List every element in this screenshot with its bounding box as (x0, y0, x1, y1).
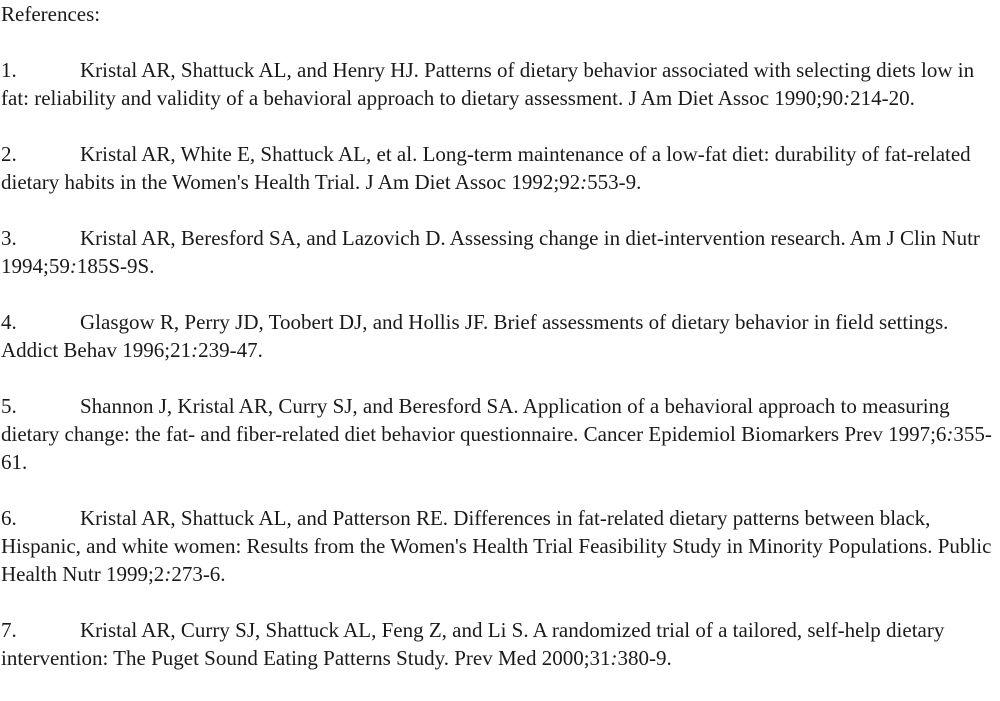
reference-text: Kristal AR, White E, Shattuck AL, et al. Long-term maintenance of a low-fat diet: durability of fat-related dietary habits in the Women's Health Trial. J Am Diet Assoc 1992;92 (1, 142, 971, 194)
reference-item-3 (1, 224, 997, 280)
reference-pages: 185S-9S. (76, 254, 155, 278)
references-heading: References: (1, 2, 101, 26)
reference-item-1 (1, 56, 997, 112)
reference-pages: 214-20. (850, 86, 915, 110)
reference-text: Kristal AR, Curry SJ, Shattuck AL, Feng Z, and Li S. A randomized trial of a tailored, self-help dietary intervention: The Puget Sound Eating Patterns Study. Prev Med 2000;31 (1, 618, 945, 670)
reference-item-6 (1, 504, 997, 588)
reference-item-5 (1, 392, 997, 476)
reference-item-7 (1, 616, 997, 672)
reference-colon: : (843, 86, 851, 110)
reference-item-2 (1, 140, 997, 196)
reference-number: 2. (1, 142, 17, 166)
reference-number: 7. (1, 618, 17, 642)
reference-item-4 (1, 308, 997, 364)
reference-colon: : (69, 254, 77, 278)
reference-pages: 355-61. (1, 422, 992, 474)
reference-text: Shannon J, Kristal AR, Curry SJ, and Beresford SA. Application of a behavioral approach to measuring dietary change: the fat- and fiber-related diet behavior questionnaire. Cancer Epidemiol Biomarkers Prev 1997;6 (1, 394, 950, 446)
reference-list (1, 56, 997, 672)
reference-pages: 239-47. (198, 338, 263, 362)
reference-pages: 273-6. (171, 562, 226, 586)
reference-text: Glasgow R, Perry JD, Toobert DJ, and Hollis JF. Brief assessments of dietary behavior in field settings. Addict Behav 1996;21 (1, 310, 949, 362)
references-page (1, 0, 997, 672)
reference-colon: : (191, 338, 199, 362)
reference-pages: 380-9. (617, 646, 672, 670)
reference-text: Kristal AR, Shattuck AL, and Patterson RE. Differences in fat-related dietary patterns between black, Hispanic, and white women: Results from the Women's Health Trial Feasibility Study in Minority Populations. Public Health Nutr 1999;2 (1, 506, 992, 586)
reference-number: 4. (1, 310, 17, 334)
reference-colon: : (164, 562, 172, 586)
reference-colon: : (580, 170, 588, 194)
reference-text: Kristal AR, Shattuck AL, and Henry HJ. Patterns of dietary behavior associated with selecting diets low in fat: reliability and validity of a behavioral approach to dietary assessment. J Am Diet Assoc 1990;90 (1, 58, 975, 110)
reference-colon: : (610, 646, 618, 670)
reference-number: 5. (1, 394, 17, 418)
reference-text: Kristal AR, Beresford SA, and Lazovich D. Assessing change in diet-intervention research. Am J Clin Nutr 1994;59 (1, 226, 980, 278)
reference-number: 6. (1, 506, 17, 530)
reference-number: 1. (1, 58, 17, 82)
reference-colon: : (946, 422, 954, 446)
reference-number: 3. (1, 226, 17, 250)
reference-pages: 553-9. (587, 170, 642, 194)
